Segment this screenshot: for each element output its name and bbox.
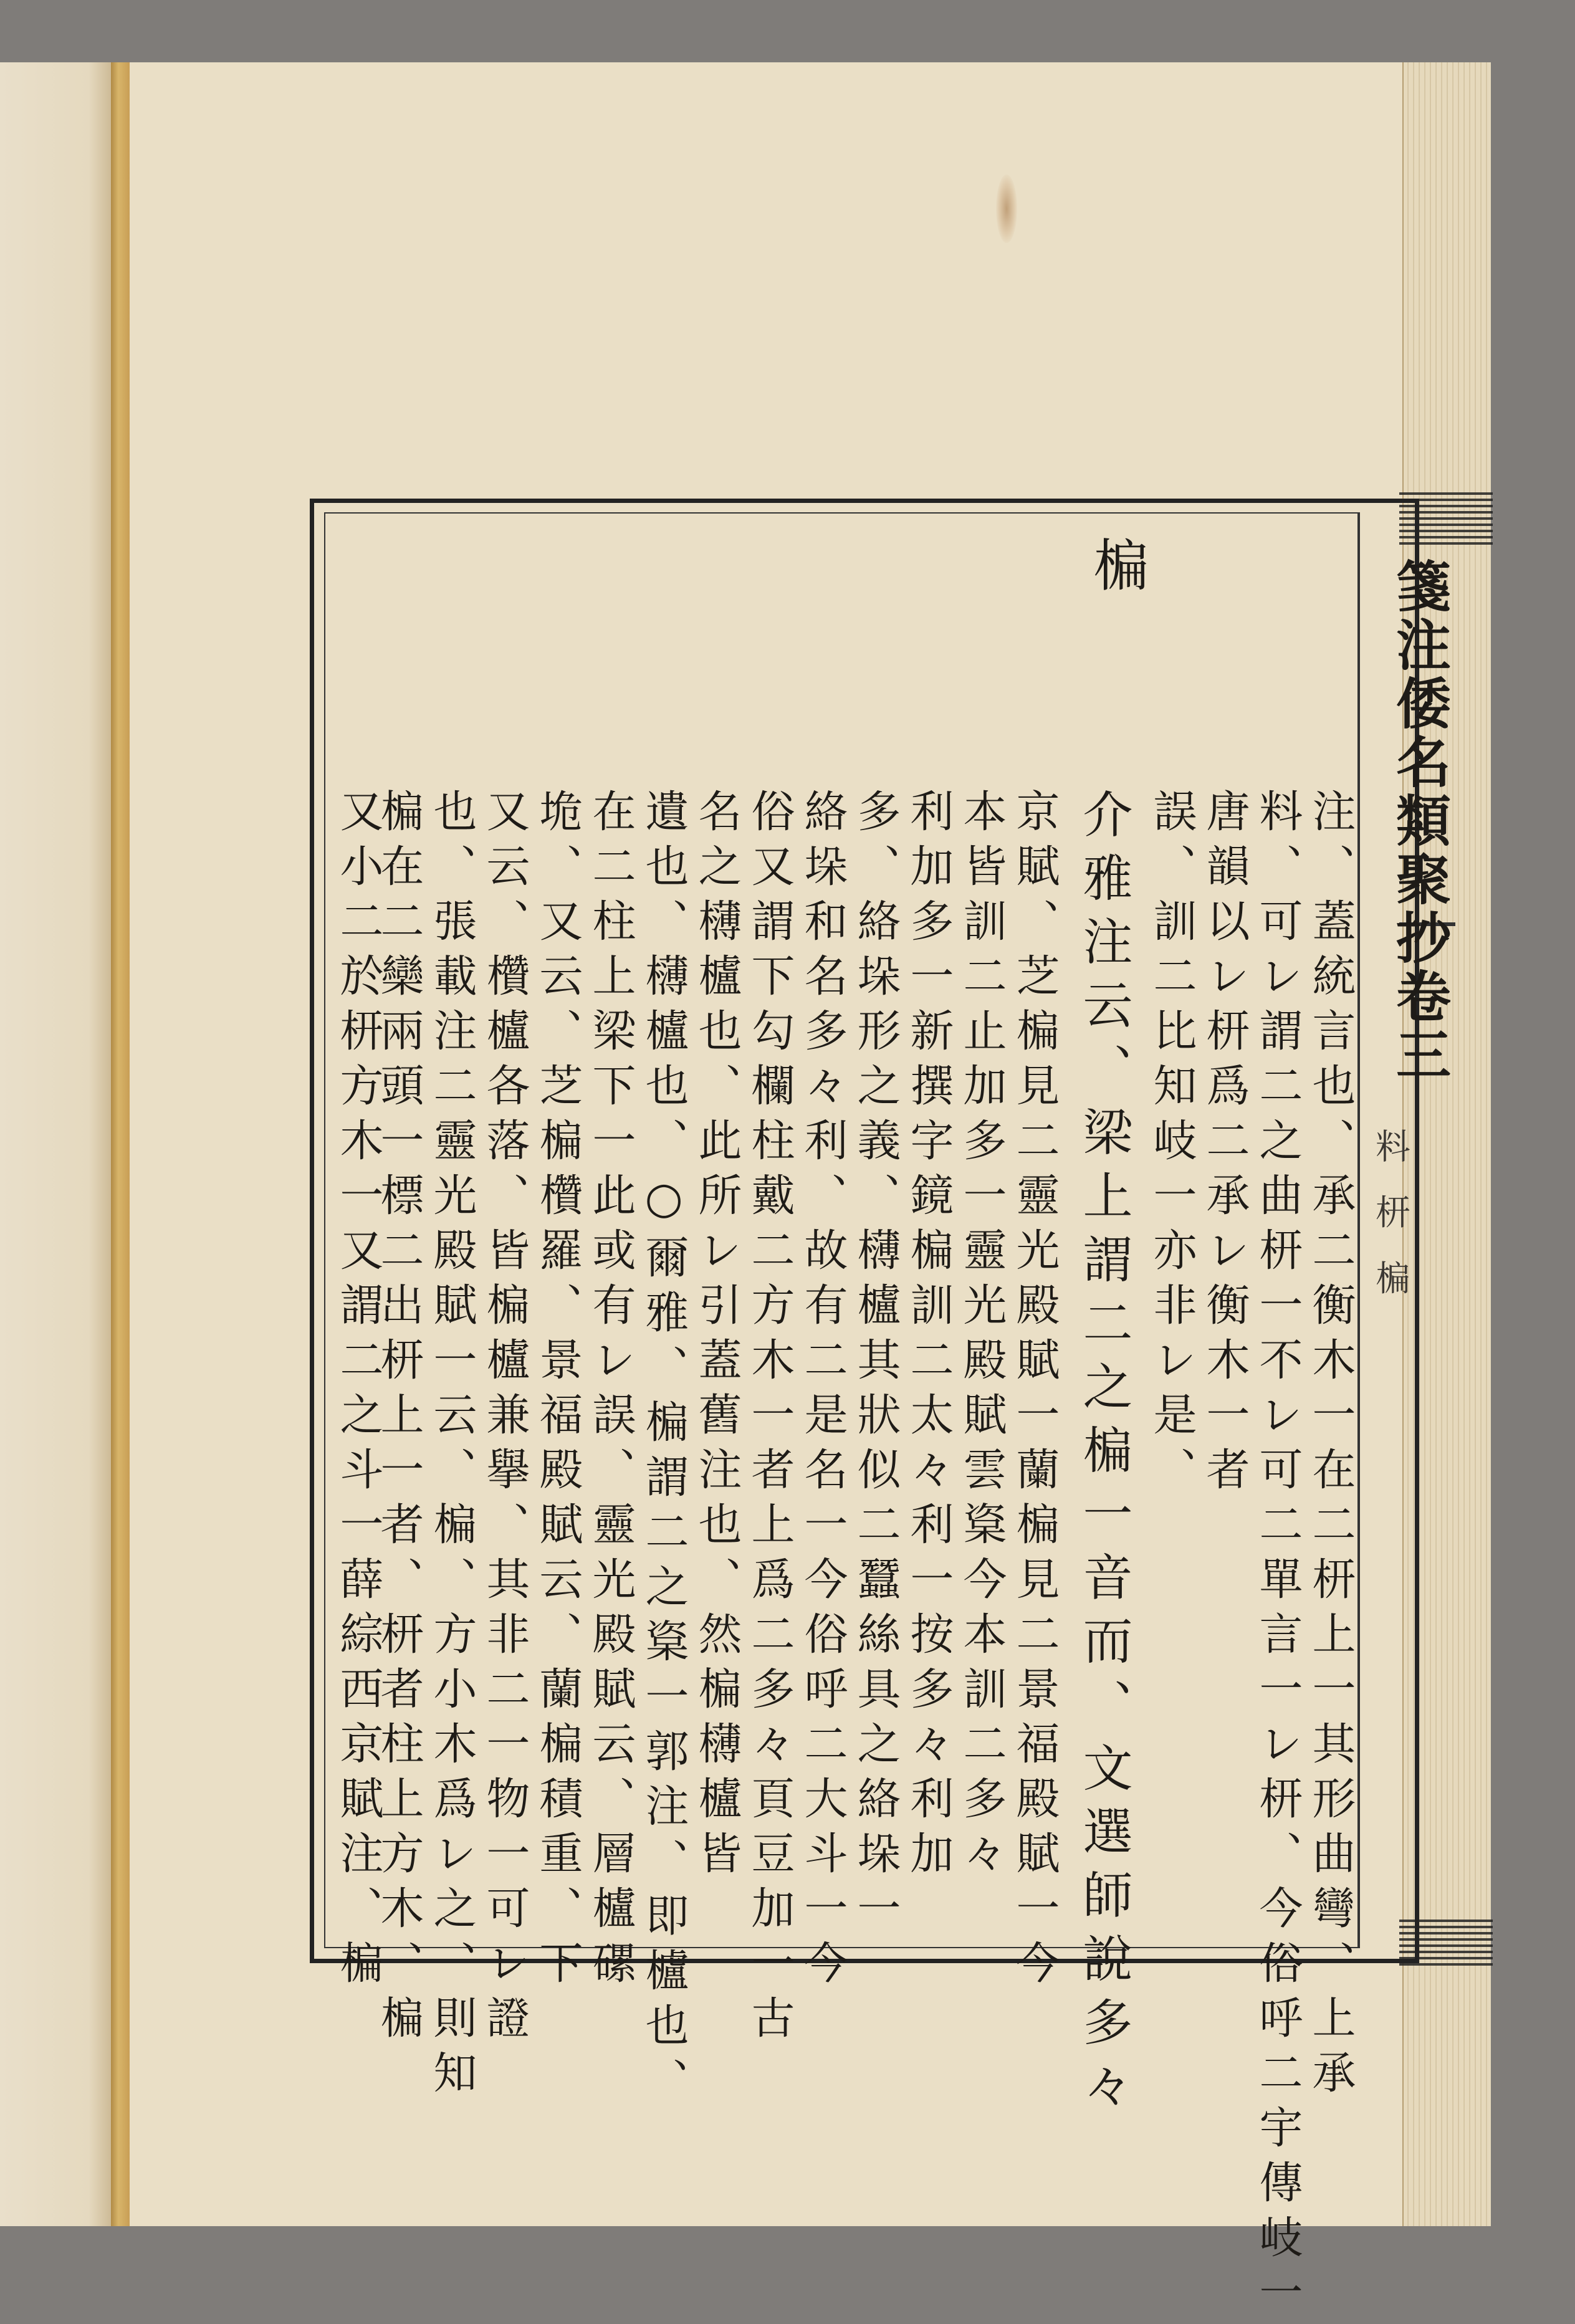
margin-rule xyxy=(1359,512,1360,1948)
text-column: 料、可レ謂二之曲枅一不レ可二單言一レ枅、今俗呼二宇傳岐一 xyxy=(1252,788,1303,2324)
text-column: 俗又謂下勾欄柱戴二方木一者上爲二多々頁豆加一古 xyxy=(744,788,795,2050)
margin-ornament-top xyxy=(1399,492,1493,548)
text-column: 京賦、芝楄見二靈光殿賦一蘭楄見二景福殿賦一今 xyxy=(1009,788,1060,1995)
text-column: 名之欂櫨也、此所レ引蓋舊注也、然楄欂櫨皆 xyxy=(691,788,742,1885)
paper-stain xyxy=(996,175,1017,243)
text-column: 又小二於枅方木一又謂二之斗一薛綜西京賦注、楄 xyxy=(333,788,384,1995)
book-gutter xyxy=(111,62,130,2226)
book-title-text: 箋注倭名類聚抄 xyxy=(1387,558,1452,968)
book-title xyxy=(1381,558,1459,1085)
text-column: 楄在二欒兩頭一標二出枅上一者、枅者柱上方木、楄 xyxy=(373,788,424,2050)
section-words: 料 枅 楄 xyxy=(1370,1128,1410,1305)
text-column: 垝、又云、芝楄欑羅、景福殿賦云、蘭楄積重、下 xyxy=(532,788,583,1995)
text-column: 唐韻以レ枅爲二承レ衡木一者 xyxy=(1199,788,1250,1501)
headword: 楄 xyxy=(1083,536,1149,605)
text-column: 利加多一新撰字鏡楄訓二太々利一按多々利加 xyxy=(903,788,954,1885)
text-column: 誤、訓二比知岐一亦非レ是、 xyxy=(1146,788,1197,1501)
text-column: 介雅注云、梁上謂二之楄一音而、文選師說多々 xyxy=(1075,788,1132,2123)
text-column: 在二柱上梁下一此或有レ誤、靈光殿賦云、層櫨磥 xyxy=(585,788,636,1995)
margin-ornament-bottom xyxy=(1399,1920,1493,1969)
text-column: 也、張載注二靈光殿賦一云、楄、方小木爲レ之、則知 xyxy=(426,788,477,2105)
volume-label: 卷三 xyxy=(1387,968,1452,1085)
text-column: 遺也、欂櫨也、○爾雅、楄謂二之楶一郭注、即櫨也、 xyxy=(638,788,689,2112)
text-column: 又云、欑櫨各落、皆楄櫨兼擧、其非二一物一可レ證 xyxy=(479,788,530,2050)
text-column: 絡垛和名多々利、故有二是名一今俗呼二大斗一今 xyxy=(797,788,848,1995)
text-column: 注、蓋統言也、承二衡木一在二枅上一其形曲彎、上承 xyxy=(1305,788,1356,2105)
text-column: 多、絡垛形之義、欂櫨其狀似二蠶絲具之絡垛一 xyxy=(850,788,901,1940)
text-column: 本皆訓二止加多一靈光殿賦雲楶今本訓二多々 xyxy=(956,788,1007,1885)
left-page xyxy=(0,62,111,2226)
